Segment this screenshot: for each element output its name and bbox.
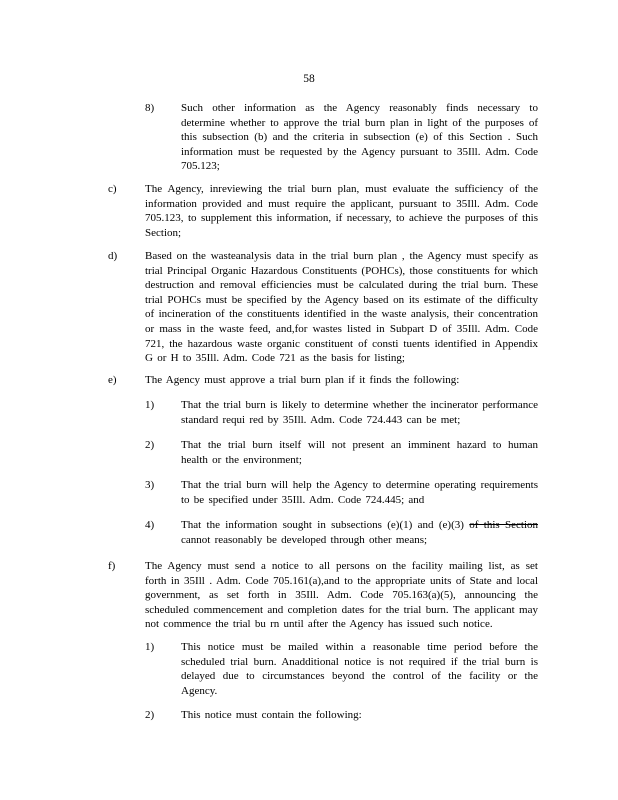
page-number: 58 bbox=[303, 73, 315, 85]
item-e4-text-after: cannot reasonably be developed through other means; bbox=[181, 533, 428, 546]
item-f-text: The Agency must send a notice to all persons on the facility mailing list, as set forth in 35Ill . Adm. Code 705.161(a),and to the appropriate units of State and local government, as set forth in 35Ill. Adm. Code 705.163(a)(5), announcing the scheduled commencement and completion dates for the trial burn. The applicant may not commence the trial bu rn until after the Agency has issued such notice. bbox=[145, 560, 538, 631]
item-e1-marker: 1) bbox=[145, 399, 155, 411]
item-8-text: Such other information as the Agency reasonably finds necessary to determine whether to approve the trial burn plan in light of the purposes of this subsection (b) and the criteria in subsection (e) of this Section . Such information must be requested by the Agency pursuant to 35Ill. Adm. Code 705.123; bbox=[181, 102, 538, 173]
item-d-marker: d) bbox=[108, 250, 118, 262]
struck-text: of this Section bbox=[469, 519, 538, 531]
item-c-marker: c) bbox=[108, 183, 117, 195]
item-f-marker: f) bbox=[108, 560, 116, 572]
item-e-marker: e) bbox=[108, 374, 117, 386]
item-f1-marker: 1) bbox=[145, 641, 155, 653]
item-f1-text: This notice must be mailed within a reasonable time period before the scheduled trial burn. Anadditional notice is not required if the trial burn is delayed due to circumstances beyond the control of the facility or the Agency. bbox=[181, 641, 538, 697]
item-c-text: The Agency, inreviewing the trial burn plan, must evaluate the sufficiency of the information provided and must require the applicant, pursuant to 35Ill. Adm. Code 705.123, to supplement this information, if necessary, to achieve the purposes of this Section; bbox=[145, 183, 538, 239]
item-d-text: Based on the wasteanalysis data in the trial burn plan , the Agency must specify as trial Principal Organic Hazardous Constituents (POHCs), those constituents for which destruction and removal efficiencies must be calculated during the trial burn. These trial POHCs must be specified by the Agency based on its estimate of the difficulty of incineration of the constituents identified in the waste analysis, their concentration or mass in the waste feed, and,for wastes listed in Subpart D of 35Ill. Adm. Code 721, the hazardous waste organic constituent of consti tuents identified in Appendix G or H to 35Ill. Adm. Code 721 as the basis for listing; bbox=[145, 250, 538, 365]
item-e2-marker: 2) bbox=[145, 439, 155, 451]
item-e1-text: That the trial burn is likely to determine whether the incinerator performance standard requi red by 35Ill. Adm. Code 724.443 can be met; bbox=[181, 399, 538, 426]
item-8-marker: 8) bbox=[145, 102, 155, 114]
item-e4-marker: 4) bbox=[145, 519, 155, 531]
item-e-text: The Agency must approve a trial burn plan if it finds the following: bbox=[145, 374, 460, 386]
item-e3-marker: 3) bbox=[145, 479, 155, 491]
item-f2-marker: 2) bbox=[145, 709, 155, 721]
item-e4-text bbox=[181, 518, 538, 547]
item-e4-text-before: That the information sought in subsections (e)(1) and (e)(3) bbox=[181, 519, 464, 531]
item-e3-text: That the trial burn will help the Agency to determine operating requirements to be specified under 35Ill. Adm. Code 724.445; and bbox=[181, 479, 538, 506]
item-e2-text: That the trial burn itself will not present an imminent hazard to human health or the environment; bbox=[181, 439, 538, 466]
item-f2-text: This notice must contain the following: bbox=[181, 709, 362, 721]
